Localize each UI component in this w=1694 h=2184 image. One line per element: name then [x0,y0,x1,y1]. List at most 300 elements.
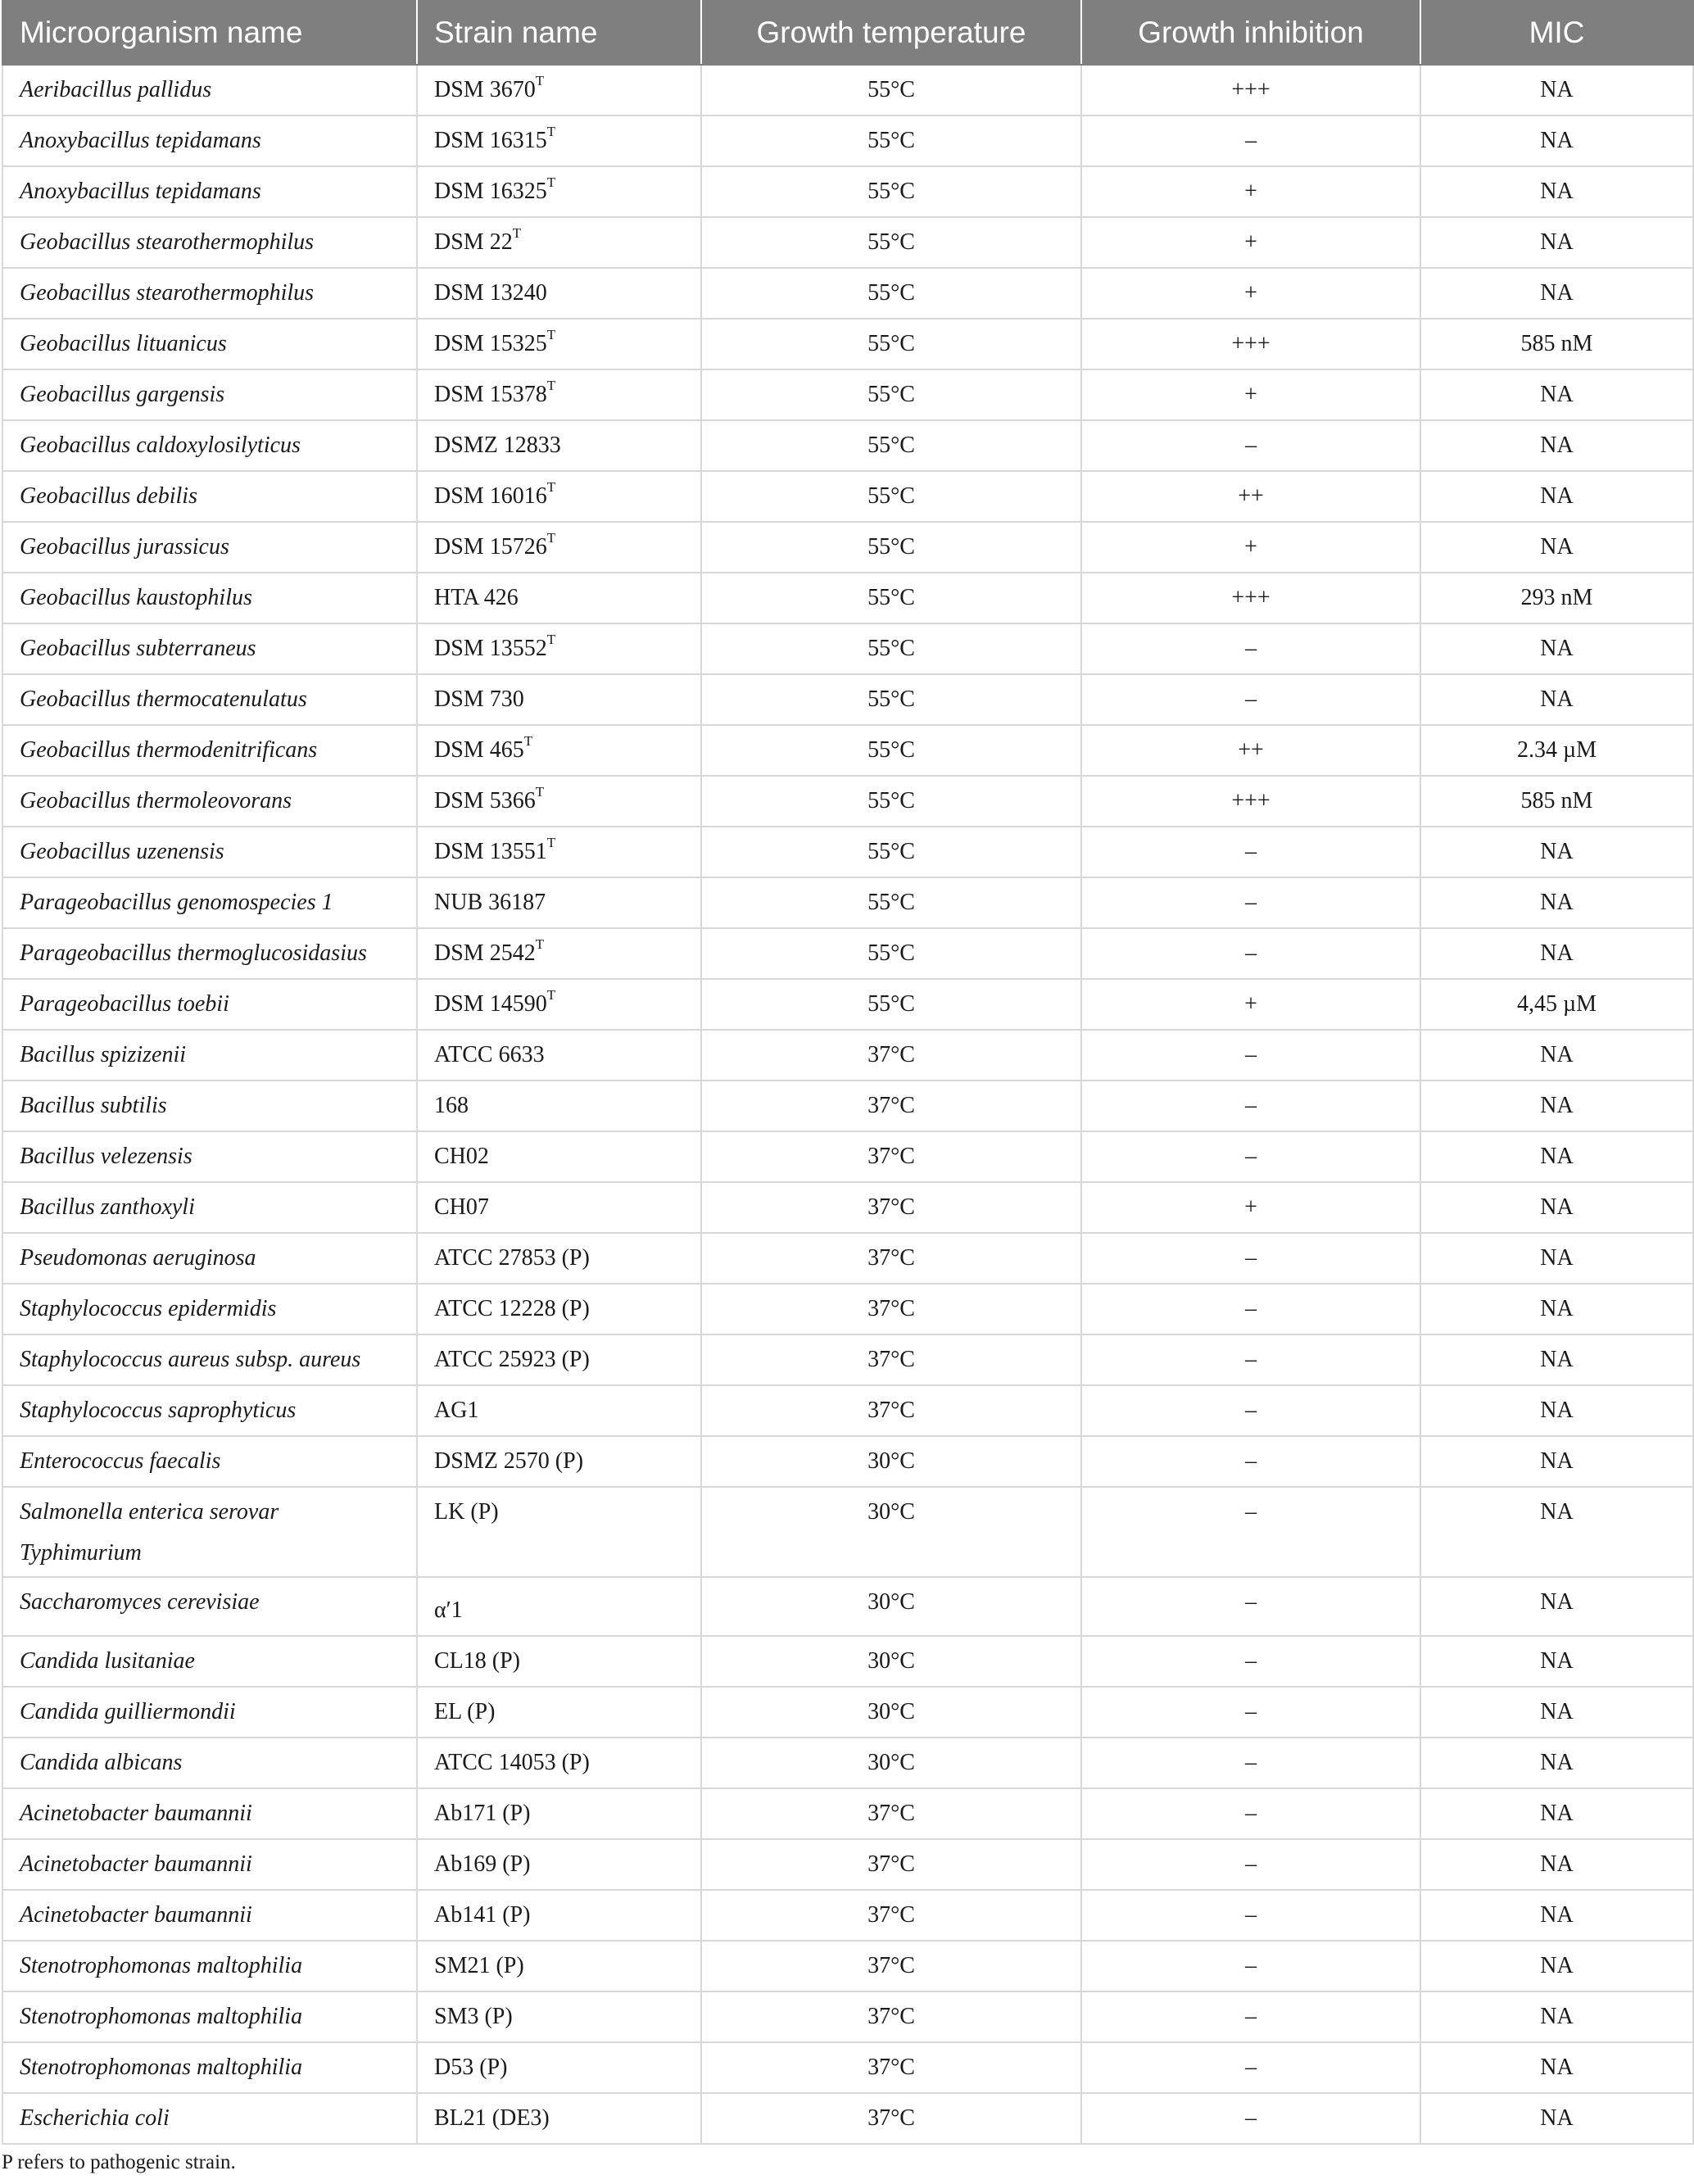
cell-mic-text: NA [1540,534,1574,560]
cell-growth-temperature [701,1436,1081,1487]
cell-growth-inhibition-text: +++ [1231,77,1270,102]
cell-strain-name [417,1890,701,1941]
cell-mic [1420,268,1693,319]
cell-growth-temperature-text: 37°C [867,1296,915,1321]
cell-mic [1420,1385,1693,1436]
cell-growth-inhibition-text: +++ [1231,331,1270,356]
cell-growth-temperature-text: 37°C [867,2055,915,2080]
cell-growth-inhibition-text: – [1245,1398,1257,1423]
cell-mic-text: NA [1540,2004,1574,2029]
cell-microorganism-name [2,268,417,319]
cell-growth-temperature-text: 55°C [867,229,915,255]
cell-growth-temperature [701,1233,1081,1284]
table-row [2,1081,1693,1131]
cell-mic [1420,2042,1693,2093]
cell-microorganism-name [2,827,417,877]
data-table-container [2,0,1692,2145]
table-row [2,928,1693,979]
cell-growth-inhibition [1081,1284,1420,1334]
cell-microorganism-name [2,1991,417,2042]
cell-growth-inhibition [1081,1788,1420,1839]
cell-microorganism-name [2,1941,417,1991]
cell-microorganism-name-text: Acinetobacter baumannii [20,1902,252,1928]
cell-strain-name [417,2093,701,2144]
cell-microorganism-name-text: Bacillus spizizenii [20,1042,186,1067]
header-growth-temperature: Growth temperature [701,1,1081,65]
cell-growth-temperature-text: 37°C [867,1194,915,1220]
cell-growth-inhibition [1081,369,1420,420]
cell-mic [1420,420,1693,471]
cell-microorganism-name-text: Stenotrophomonas maltophilia [20,2004,303,2029]
cell-growth-temperature [701,1182,1081,1233]
cell-mic [1420,979,1693,1030]
table-row [2,1385,1693,1436]
cell-mic [1420,1577,1693,1636]
cell-microorganism-name-text: Geobacillus caldoxylosilyticus [20,433,301,458]
cell-microorganism-name-text: Staphylococcus saprophyticus [20,1398,297,1423]
cell-growth-temperature [701,1284,1081,1334]
cell-growth-temperature-text: 55°C [867,179,915,204]
cell-growth-temperature-text: 30°C [867,1648,915,1674]
cell-growth-temperature-text: 55°C [867,128,915,153]
cell-growth-inhibition-text: – [1245,940,1257,966]
cell-microorganism-name [2,1182,417,1233]
cell-microorganism-name-text: Geobacillus stearothermophilus [20,280,315,306]
cell-growth-inhibition [1081,979,1420,1030]
cell-microorganism-name [2,1839,417,1890]
cell-growth-temperature-text: 30°C [867,1750,915,1775]
cell-strain-name [417,2042,701,2093]
table-row [2,1738,1693,1788]
cell-mic-text: NA [1540,636,1574,661]
microorganism-table [2,0,1694,2145]
cell-strain-name [417,1991,701,2042]
cell-microorganism-name [2,1436,417,1487]
table-row [2,116,1693,166]
cell-strain-name-text: DSM 3670 [434,77,536,102]
table-body [2,65,1693,2144]
cell-strain-name-text: 168 [434,1093,469,1118]
cell-mic-text: 585 nM [1520,331,1593,356]
table-row [2,166,1693,217]
type-strain-marker: T [546,631,556,647]
cell-microorganism-name-text: Acinetobacter baumannii [20,1801,252,1826]
cell-growth-temperature-text: 55°C [867,585,915,610]
cell-growth-temperature [701,1081,1081,1131]
cell-mic [1420,217,1693,268]
cell-strain-name-text: LK (P) [434,1499,499,1525]
table-row [2,1182,1693,1233]
cell-strain-name [417,522,701,573]
cell-mic [1420,522,1693,573]
table-row [2,1436,1693,1487]
cell-growth-inhibition-text: – [1245,1589,1257,1615]
cell-microorganism-name [2,1687,417,1738]
cell-growth-inhibition-text: – [1245,1144,1257,1169]
type-strain-marker: T [546,326,556,342]
cell-growth-inhibition [1081,1131,1420,1182]
table-row [2,1131,1693,1182]
type-strain-marker: T [546,377,556,393]
cell-strain-name [417,369,701,420]
cell-growth-temperature [701,979,1081,1030]
cell-growth-temperature-text: 30°C [867,1448,915,1474]
cell-mic [1420,166,1693,217]
cell-microorganism-name-text: Anoxybacillus tepidamans [20,179,261,204]
cell-mic [1420,827,1693,877]
type-strain-marker: T [523,732,533,749]
cell-strain-name-text: Ab169 (P) [434,1851,531,1877]
cell-mic-text: NA [1540,1448,1574,1474]
cell-mic [1420,877,1693,928]
cell-strain-name-text: Ab141 (P) [434,1902,531,1928]
cell-growth-inhibition-text: – [1245,1347,1257,1372]
cell-strain-name [417,674,701,725]
table-row [2,725,1693,776]
cell-strain-name-text: NUB 36187 [434,890,546,915]
cell-mic-text: NA [1540,2105,1574,2131]
cell-microorganism-name [2,2042,417,2093]
cell-strain-name [417,1839,701,1890]
header-mic: MIC [1420,1,1693,65]
cell-growth-temperature [701,623,1081,674]
type-strain-marker: T [512,224,522,241]
cell-growth-temperature-text: 55°C [867,382,915,407]
cell-microorganism-name [2,1487,417,1577]
cell-strain-name [417,1233,701,1284]
cell-microorganism-name [2,116,417,166]
cell-microorganism-name-text: Bacillus zanthoxyli [20,1194,195,1220]
table-row [2,217,1693,268]
cell-strain-name [417,116,701,166]
cell-mic-text: NA [1540,179,1574,204]
cell-mic-text: 2.34 µM [1516,737,1597,763]
cell-mic-text: NA [1540,483,1574,509]
cell-growth-inhibition-text: ++ [1238,483,1264,509]
cell-mic [1420,725,1693,776]
table-row [2,1334,1693,1385]
cell-strain-name-text: DSMZ 2570 (P) [434,1448,584,1474]
cell-growth-temperature-text: 55°C [867,737,915,763]
cell-strain-name-text: SM21 (P) [434,1953,524,1978]
cell-growth-inhibition-text: – [1245,890,1257,915]
cell-mic-text: NA [1540,1750,1574,1775]
cell-strain-name [417,471,701,522]
table-row [2,1284,1693,1334]
cell-strain-name-text: ATCC 27853 (P) [434,1245,590,1271]
cell-strain-name [417,268,701,319]
cell-strain-name [417,1284,701,1334]
cell-mic [1420,1436,1693,1487]
cell-growth-temperature [701,725,1081,776]
table-row [2,1030,1693,1081]
type-strain-marker: T [535,783,545,800]
cell-growth-inhibition [1081,471,1420,522]
cell-mic-text: NA [1540,839,1574,864]
cell-strain-name [417,1131,701,1182]
cell-strain-name-text: DSM 16016 [434,483,547,509]
cell-strain-name [417,877,701,928]
cell-growth-inhibition [1081,623,1420,674]
table-row [2,319,1693,369]
cell-mic [1420,1487,1693,1577]
cell-strain-name [417,217,701,268]
header-growth-inhibition: Growth inhibition [1081,1,1420,65]
cell-mic [1420,1738,1693,1788]
cell-mic [1420,1182,1693,1233]
cell-growth-temperature [701,217,1081,268]
cell-growth-temperature [701,116,1081,166]
cell-growth-inhibition [1081,2093,1420,2144]
cell-mic [1420,1081,1693,1131]
cell-growth-temperature [701,369,1081,420]
cell-growth-temperature [701,471,1081,522]
cell-growth-temperature [701,319,1081,369]
cell-growth-temperature-text: 30°C [867,1589,915,1615]
cell-growth-inhibition-text: + [1244,280,1257,306]
table-row [2,522,1693,573]
cell-microorganism-name [2,217,417,268]
cell-growth-temperature-text: 37°C [867,1953,915,1978]
cell-mic-text: NA [1540,686,1574,712]
cell-microorganism-name-text: Geobacillus stearothermophilus [20,229,315,255]
cell-strain-name-text: DSM 13240 [434,280,547,306]
cell-strain-name-text: SM3 (P) [434,2004,513,2029]
cell-growth-temperature-text: 37°C [867,1851,915,1877]
cell-growth-inhibition [1081,928,1420,979]
cell-strain-name-text: BL21 (DE3) [434,2105,550,2131]
cell-strain-name-text: ATCC 12228 (P) [434,1296,590,1321]
cell-microorganism-name [2,420,417,471]
cell-mic-text: NA [1540,1953,1574,1978]
cell-growth-temperature [701,1687,1081,1738]
cell-growth-inhibition-text: – [1245,2004,1257,2029]
cell-growth-inhibition [1081,1385,1420,1436]
cell-mic [1420,116,1693,166]
cell-microorganism-name-text: Geobacillus gargensis [20,382,225,407]
type-strain-marker: T [546,529,556,546]
cell-strain-name-text: DSM 16325 [434,179,547,204]
cell-growth-inhibition [1081,116,1420,166]
cell-microorganism-name-text: Geobacillus debilis [20,483,197,509]
cell-mic-text: NA [1540,433,1574,458]
cell-strain-name-text: ATCC 14053 (P) [434,1750,590,1775]
cell-microorganism-name [2,776,417,827]
cell-microorganism-name-text: Pseudomonas aeruginosa [20,1245,256,1271]
cell-growth-inhibition-text: – [1245,433,1257,458]
cell-strain-name-text: DSM 16315 [434,128,547,153]
cell-mic-text: NA [1540,382,1574,407]
cell-growth-temperature [701,1991,1081,2042]
cell-growth-inhibition-text: – [1245,686,1257,712]
cell-microorganism-name [2,573,417,623]
cell-growth-temperature-text: 55°C [867,991,915,1017]
cell-strain-name [417,573,701,623]
table-row [2,268,1693,319]
cell-mic-text: NA [1540,940,1574,966]
cell-mic [1420,1890,1693,1941]
cell-growth-inhibition-text: + [1244,991,1257,1017]
cell-growth-inhibition-text: – [1245,839,1257,864]
cell-growth-inhibition-text: – [1245,1902,1257,1928]
cell-mic [1420,1839,1693,1890]
cell-mic [1420,674,1693,725]
cell-growth-inhibition [1081,166,1420,217]
cell-strain-name-text: CH07 [434,1194,489,1220]
cell-mic-text: NA [1540,1296,1574,1321]
cell-growth-temperature [701,1788,1081,1839]
cell-strain-name-text: ATCC 6633 [434,1042,545,1067]
cell-microorganism-name [2,928,417,979]
cell-growth-inhibition [1081,1577,1420,1636]
cell-mic [1420,471,1693,522]
cell-growth-inhibition [1081,65,1420,116]
cell-growth-inhibition-text: + [1244,229,1257,255]
cell-microorganism-name [2,65,417,116]
cell-strain-name [417,623,701,674]
type-strain-marker: T [535,936,545,952]
cell-growth-inhibition [1081,725,1420,776]
cell-growth-inhibition [1081,573,1420,623]
cell-microorganism-name [2,471,417,522]
cell-microorganism-name [2,623,417,674]
cell-strain-name [417,166,701,217]
cell-growth-inhibition [1081,1991,1420,2042]
cell-microorganism-name [2,1081,417,1131]
cell-microorganism-name-text: Aeribacillus pallidus [20,77,212,102]
cell-growth-inhibition [1081,1081,1420,1131]
cell-growth-inhibition [1081,522,1420,573]
cell-mic [1420,623,1693,674]
cell-growth-temperature-text: 37°C [867,1144,915,1169]
cell-microorganism-name-text: Parageobacillus toebii [20,991,229,1017]
cell-microorganism-name-text: Geobacillus uzenensis [20,839,224,864]
cell-strain-name-text: DSM 465 [434,737,524,763]
cell-microorganism-name-text: Salmonella enterica serovar Typhimurium [20,1499,279,1566]
cell-mic-text: NA [1540,280,1574,306]
table-row [2,1991,1693,2042]
cell-growth-temperature-text: 30°C [867,1699,915,1724]
cell-strain-name-text: DSM 14590 [434,991,547,1017]
cell-growth-temperature [701,1738,1081,1788]
cell-growth-temperature-text: 55°C [867,77,915,102]
cell-growth-inhibition-text: + [1244,179,1257,204]
cell-microorganism-name [2,1577,417,1636]
cell-growth-inhibition [1081,1182,1420,1233]
cell-microorganism-name-text: Acinetobacter baumannii [20,1851,252,1877]
cell-growth-temperature-text: 55°C [867,839,915,864]
cell-strain-name-text: ATCC 25923 (P) [434,1347,590,1372]
cell-strain-name [417,1081,701,1131]
cell-strain-name-text: HTA 426 [434,585,519,610]
cell-growth-inhibition [1081,827,1420,877]
cell-strain-name [417,928,701,979]
cell-growth-temperature [701,268,1081,319]
table-row [2,1941,1693,1991]
cell-mic [1420,1941,1693,1991]
cell-growth-inhibition-text: – [1245,1448,1257,1474]
cell-mic-text: 4,45 µM [1516,991,1597,1017]
cell-growth-inhibition [1081,877,1420,928]
cell-growth-inhibition [1081,674,1420,725]
cell-mic-text: NA [1540,1801,1574,1826]
cell-mic-text: NA [1540,1902,1574,1928]
cell-mic [1420,65,1693,116]
type-strain-marker: T [546,834,556,850]
cell-microorganism-name-text: Stenotrophomonas maltophilia [20,1953,303,1978]
cell-growth-inhibition [1081,776,1420,827]
cell-microorganism-name-text: Parageobacillus genomospecies 1 [20,890,333,915]
cell-strain-name [417,1941,701,1991]
cell-strain-name-text: DSM 730 [434,686,524,712]
cell-microorganism-name-text: Geobacillus thermocatenulatus [20,686,307,712]
cell-mic-text: NA [1540,890,1574,915]
cell-growth-inhibition [1081,1941,1420,1991]
cell-growth-inhibition [1081,1436,1420,1487]
cell-growth-inhibition [1081,268,1420,319]
cell-microorganism-name [2,1233,417,1284]
table-row [2,979,1693,1030]
table-row [2,1577,1693,1636]
cell-microorganism-name-text: Staphylococcus aureus subsp. aureus [20,1347,361,1372]
cell-strain-name-text: DSM 15325 [434,331,547,356]
cell-growth-temperature [701,420,1081,471]
cell-mic-text: NA [1540,1245,1574,1271]
cell-microorganism-name-text: Geobacillus kaustophilus [20,585,252,610]
cell-growth-temperature-text: 37°C [867,1347,915,1372]
cell-microorganism-name-text: Anoxybacillus tepidamans [20,128,261,153]
cell-strain-name-text: DSM 13552 [434,636,547,661]
cell-growth-temperature-text: 55°C [867,636,915,661]
cell-growth-temperature-text: 37°C [867,1398,915,1423]
table-row [2,674,1693,725]
cell-growth-inhibition-text: – [1245,1093,1257,1118]
cell-growth-temperature [701,1385,1081,1436]
table-row [2,1687,1693,1738]
cell-microorganism-name-text: Parageobacillus thermoglucosidasius [20,940,367,966]
cell-growth-temperature [701,877,1081,928]
cell-strain-name [417,725,701,776]
cell-growth-inhibition-text: +++ [1231,585,1270,610]
cell-growth-temperature [701,1941,1081,1991]
cell-growth-temperature-text: 37°C [867,2105,915,2131]
table-row [2,1890,1693,1941]
cell-microorganism-name-text: Geobacillus subterraneus [20,636,256,661]
cell-growth-temperature-text: 55°C [867,788,915,813]
cell-strain-name [417,1030,701,1081]
cell-mic-text: NA [1540,1648,1574,1674]
cell-microorganism-name-text: Staphylococcus epidermidis [20,1296,277,1321]
cell-microorganism-name-text: Stenotrophomonas maltophilia [20,2055,303,2080]
type-strain-marker: T [546,174,556,190]
cell-growth-inhibition [1081,1636,1420,1687]
cell-strain-name [417,1738,701,1788]
cell-microorganism-name [2,877,417,928]
type-strain-marker: T [535,72,545,88]
cell-mic [1420,1030,1693,1081]
cell-strain-name [417,1636,701,1687]
cell-microorganism-name [2,674,417,725]
cell-growth-inhibition-text: – [1245,1851,1257,1877]
cell-growth-temperature [701,1890,1081,1941]
cell-growth-temperature-text: 55°C [867,890,915,915]
cell-mic-text: NA [1540,1093,1574,1118]
cell-mic [1420,1687,1693,1738]
table-row [2,1839,1693,1890]
cell-growth-temperature [701,1131,1081,1182]
cell-growth-temperature [701,674,1081,725]
cell-microorganism-name-text: Geobacillus thermodenitrificans [20,737,318,763]
